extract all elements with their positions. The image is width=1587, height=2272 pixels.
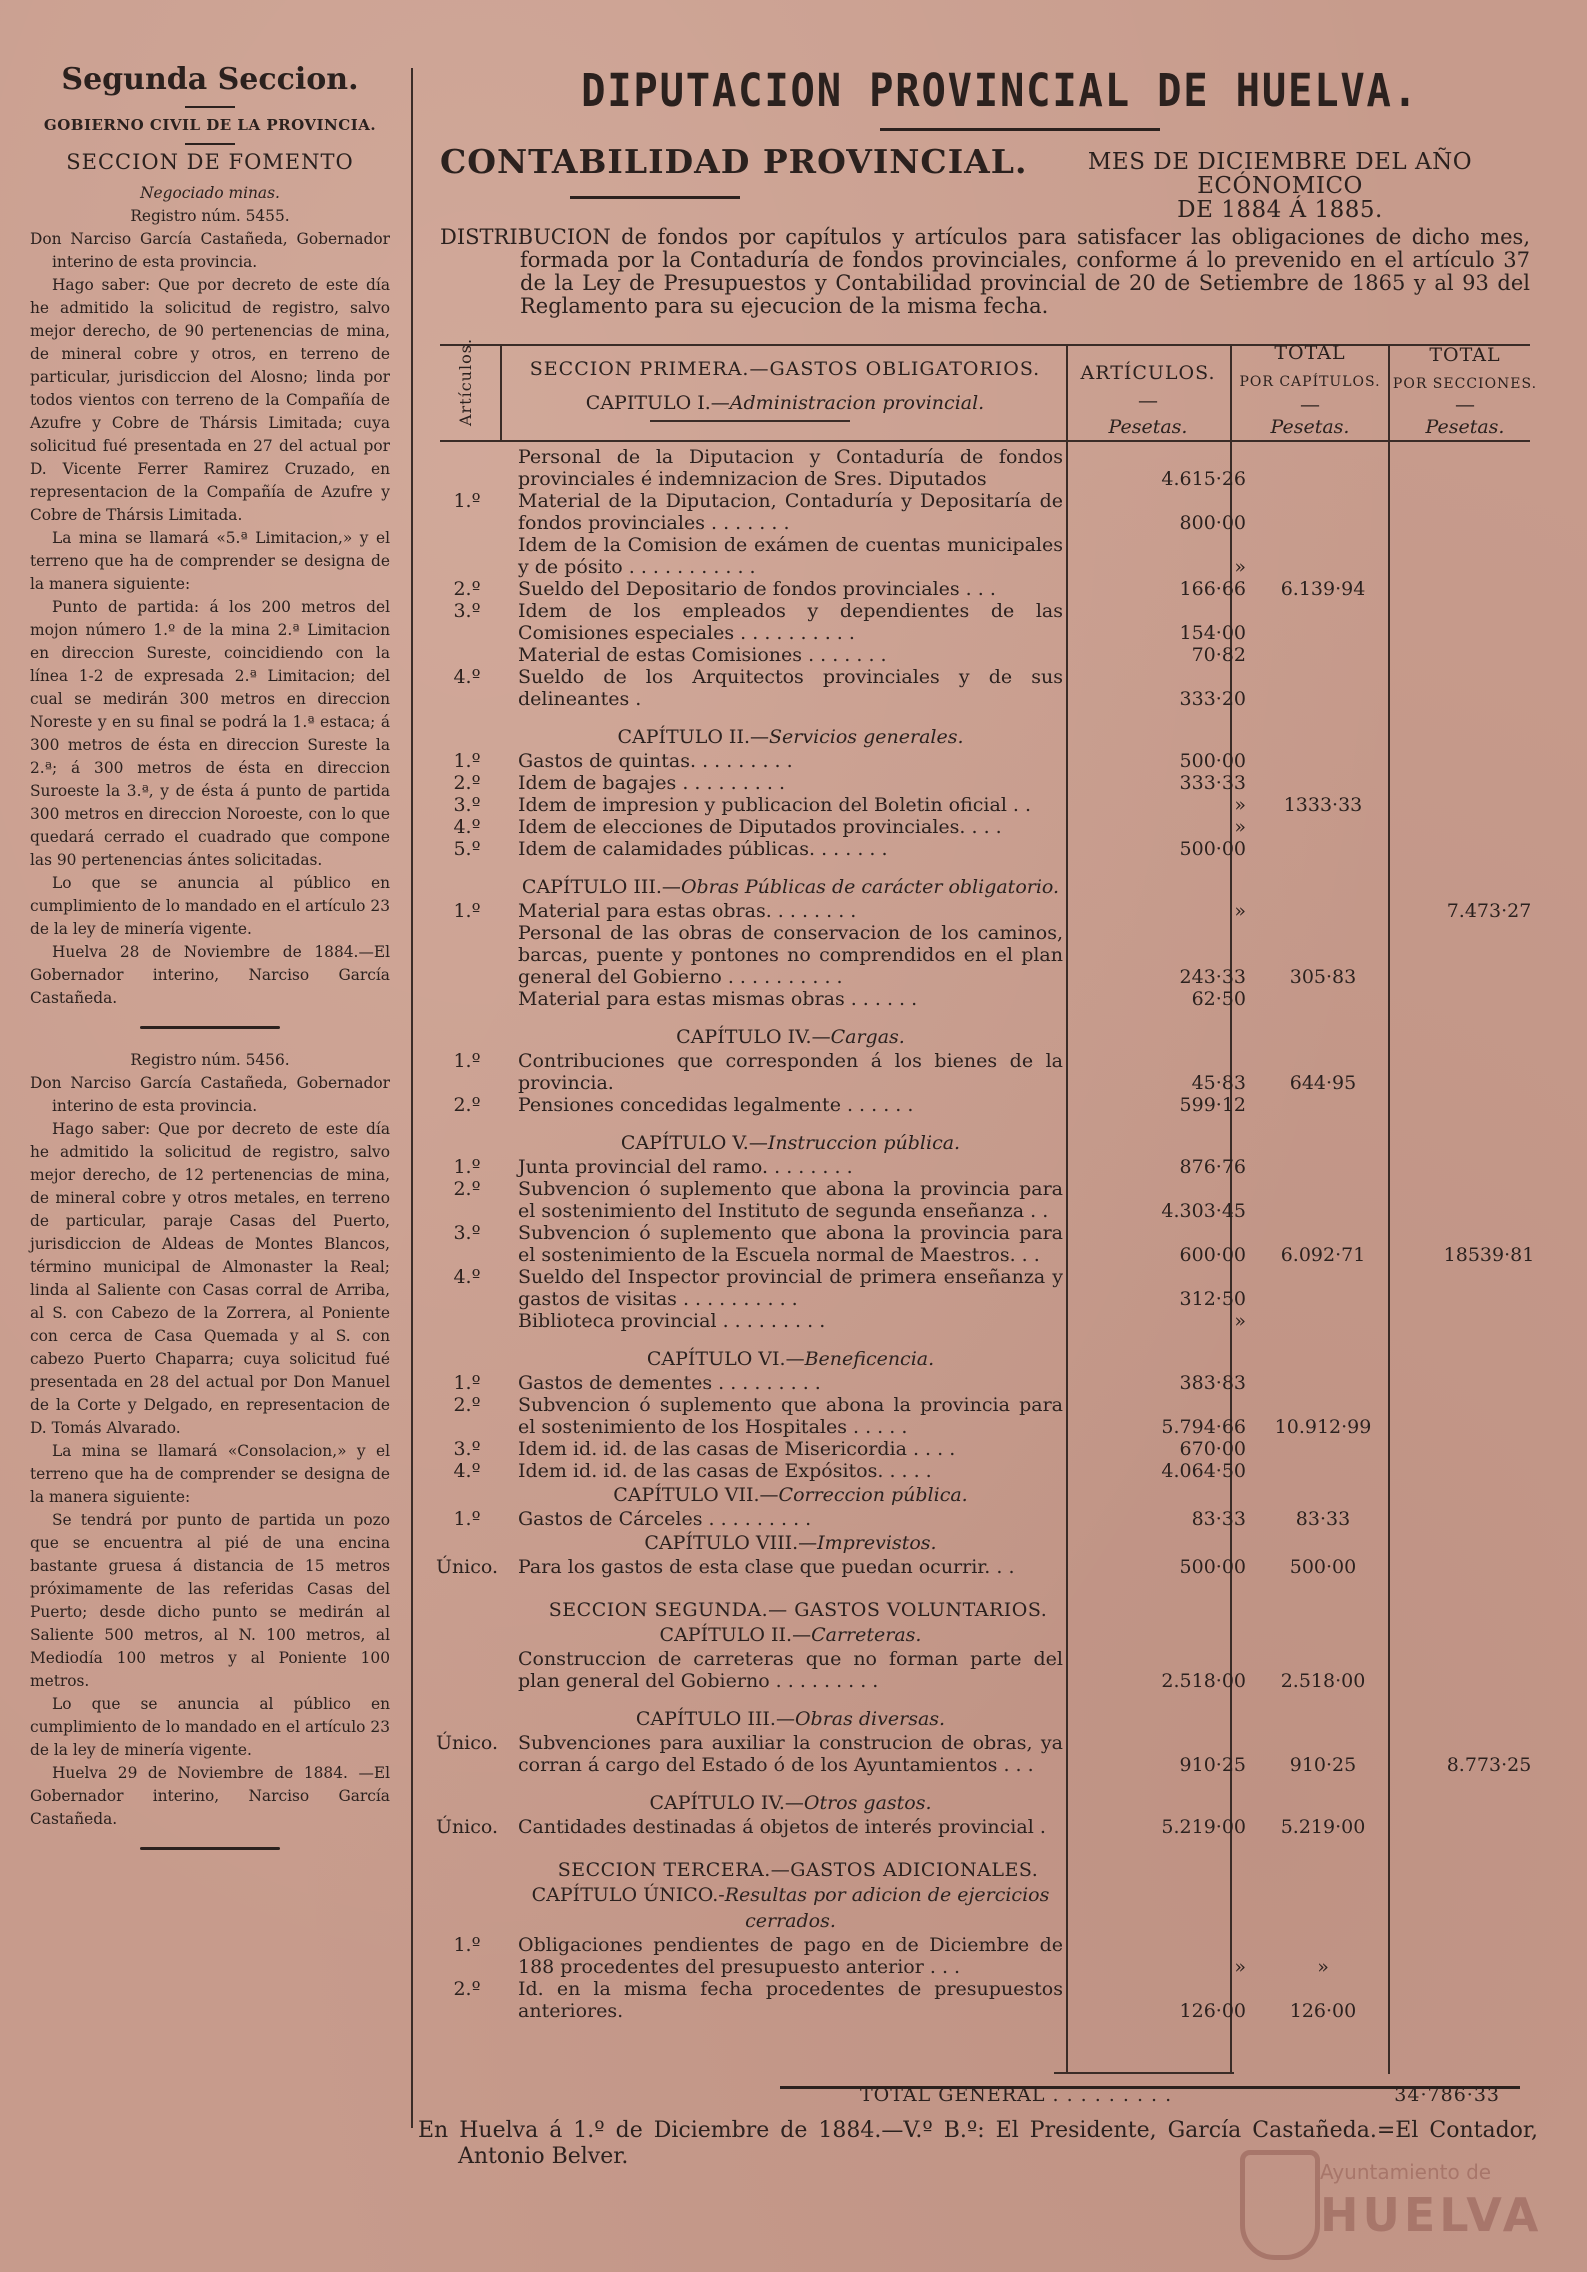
chapter-heading (518, 1622, 1063, 1648)
chapter-title: CAPÍTULO ÚNICO.- (531, 1884, 725, 1906)
contabilidad-heading: CONTABILIDAD PROVINCIAL. (440, 142, 1028, 181)
col-pesetas: Pesetas. (1270, 416, 1350, 438)
article-description: Gastos de dementes . . . . . . . . . (518, 1372, 821, 1394)
archive-watermark (1240, 2150, 1570, 2260)
table-row (430, 1178, 1580, 1222)
table-row (430, 534, 1580, 578)
article-description: Biblioteca provincial . . . . . . . . . (518, 1310, 826, 1332)
amount-articulo: » (1234, 900, 1246, 922)
table-header-rule (440, 440, 1530, 442)
article-description: Idem de elecciones de Diputados provinciales. . . . (518, 816, 1002, 838)
table-row (430, 1156, 1580, 1178)
month-heading (1010, 150, 1550, 222)
amount-articulo: 70·82 (1191, 644, 1246, 666)
total-value: 34·786·33 (1394, 2084, 1500, 2106)
chapter-title: CAPÍTULO II.— (617, 726, 769, 748)
article-number: 3.º (453, 600, 481, 622)
article-number: 1.º (453, 1934, 481, 1956)
chapter-subtitle: Carreteras. (811, 1624, 922, 1646)
article-number: 5.º (453, 838, 481, 860)
month-line: DE 1884 Á 1885. (1177, 197, 1383, 223)
article-description: Subvencion ó suplemento que abona la provincia para el sostenimiento de los Hospitales . . . . . (518, 1394, 1063, 1438)
col-articulos: ARTÍCULOS. (1080, 362, 1216, 384)
month-line: MES DE DICIEMBRE DEL AÑO ECÓNOMICO (1087, 149, 1473, 199)
article-description: Idem de los empleados y dependientes de las Comisiones especiales . . . . . . . . . . (518, 600, 1063, 644)
table-row (430, 490, 1580, 534)
section-heading: SECCION SEGUNDA.— GASTOS VOLUNTARIOS. (548, 1599, 1048, 1621)
article-description: Obligaciones pendientes de pago en de Diciembre de 188 procedentes del presupuesto anterior . . . (518, 1934, 1063, 1978)
chapter-heading (518, 1024, 1063, 1050)
amount-articulo: 910·25 (1179, 1754, 1246, 1776)
page-title: DIPUTACION PROVINCIAL DE HUELVA. (581, 64, 1419, 117)
footer-text: En Huelva á 1.º de Diciembre de 1884.—V.º B.º: El Presidente, García Castañeda.=El Contador, Antonio Belver. (418, 2118, 1538, 2169)
article-number: 3.º (453, 1222, 481, 1244)
negociado-label: Negociado minas. (140, 184, 280, 202)
article-number: 1.º (453, 900, 481, 922)
chapter-title: CAPÍTULO V.— (620, 1132, 768, 1154)
sum-rule (1054, 2072, 1234, 2074)
article-number: 1.º (453, 490, 481, 512)
chapter-subtitle: Imprevistos. (817, 1532, 937, 1554)
distribucion-paragraph (440, 226, 1530, 318)
coat-of-arms-icon (1240, 2150, 1320, 2260)
article-number: Único. (435, 1816, 499, 1838)
dash: — (1455, 392, 1475, 416)
table-row (430, 1508, 1580, 1530)
article-number: 2.º (453, 772, 481, 794)
article-description: Sueldo de los Arquitectos provinciales y de sus delineantes . (518, 666, 1063, 710)
article-number: 4.º (453, 816, 481, 838)
amount-articulo: 333·20 (1179, 688, 1246, 710)
chapter-subtitle: Servicios generales. (769, 726, 964, 748)
chapter-heading (518, 1130, 1063, 1156)
contabilidad-rule (570, 196, 740, 199)
chapter-subtitle: Obras Públicas de carácter obligatorio. (680, 876, 1060, 898)
chapter-title: CAPÍTULO VII.— (613, 1484, 779, 1506)
article-description: Subvencion ó suplemento que abona la provincia para el sostenimiento de la Escuela normal de Maestros. . . (518, 1222, 1063, 1266)
chapter-title: CAPÍTULO III.— (635, 1708, 795, 1730)
article-number: 3.º (453, 794, 481, 816)
chapter-title: CAPÍTULO VI.— (646, 1348, 805, 1370)
table-row (430, 1816, 1580, 1838)
amount-articulo: 500·00 (1179, 1556, 1246, 1578)
article-description: Personal de las obras de conservacion de los caminos, barcas, puente y pontones no comprendidos en el plan general del Gobierno . . . . . . . . . . (518, 922, 1063, 988)
amount-articulo: » (1234, 794, 1246, 816)
amount-articulo: 500·00 (1179, 838, 1246, 860)
registro-title: Registro núm. 5455. (130, 207, 290, 225)
article-description: Subvencion ó suplemento que abona la provincia para el sostenimiento del Instituto de segunda enseñanza . . (518, 1178, 1063, 1222)
amount-capitulo: 83·33 (1295, 1508, 1351, 1530)
article-number: 1.º (453, 1372, 481, 1394)
seccion-primera-heading: SECCION PRIMERA.—GASTOS OBLIGATORIOS. (529, 358, 1041, 380)
table-row (430, 1460, 1580, 1482)
article-description: Id. en la misma fecha procedentes de presupuestos anteriores. (518, 1978, 1063, 2022)
table-row (430, 838, 1580, 860)
table-row (430, 600, 1580, 644)
amount-capitulo: 910·25 (1289, 1754, 1357, 1776)
column-rule (500, 344, 502, 442)
article-description: Idem de calamidades públicas. . . . . . . (518, 838, 888, 860)
article-number: 1.º (453, 1156, 481, 1178)
amount-capitulo: 5.219·00 (1280, 1816, 1366, 1838)
amount-capitulo: 644·95 (1289, 1072, 1357, 1094)
amount-articulo: 45·83 (1191, 1072, 1246, 1094)
article-description: Personal de la Diputacion y Contaduría de fondos provinciales é indemnizacion de Sres. Diputados (518, 446, 1063, 490)
article-description: Gastos de quintas. . . . . . . . . (518, 750, 793, 772)
article-number: Único. (435, 1732, 499, 1754)
table-row (430, 1310, 1580, 1332)
amount-articulo: 62·50 (1191, 988, 1246, 1010)
paragraph: Don Narciso García Castañeda, Gobernador interino de esta provincia. (30, 230, 390, 271)
amount-articulo: 154·00 (1179, 622, 1246, 644)
table-row (430, 794, 1580, 816)
table-row (430, 1438, 1580, 1460)
article-number: 1.º (453, 750, 481, 772)
table-row (430, 1372, 1580, 1394)
signature-paragraph: Huelva 29 de Noviembre de 1884. —El Gobernador interino, Narciso García Castañeda. (30, 1764, 390, 1828)
title-rule (880, 128, 1160, 131)
col-pesetas: Pesetas. (1108, 416, 1188, 438)
paragraph: Se tendrá por punto de partida un pozo que se encuentra al pié de una encina bastante gruesa á distancia de 15 metros próximamente de las referidas Casas del Puerto; desde dicho punto se medirán al Saliente 500 metros, al N. 100 metros, al Mediodía 100 metros y al Poniente 100 metros. (30, 1511, 390, 1690)
articulos-vertical-label: Artículos. (456, 337, 475, 427)
amount-articulo: 670·00 (1179, 1438, 1246, 1460)
chapter-heading (518, 1346, 1063, 1372)
table-row (430, 1648, 1580, 1692)
chapter-heading (518, 1706, 1063, 1732)
amount-articulo: » (1234, 816, 1246, 838)
amount-articulo: 243·33 (1179, 966, 1246, 988)
paragraph: Lo que se anuncia al público en cumplimiento de lo mandado en el artículo 23 de la ley de minería vigente. (30, 874, 390, 938)
table-row (430, 988, 1580, 1010)
amount-articulo: 5.219·00 (1161, 1816, 1246, 1838)
amount-articulo: 126·00 (1179, 2000, 1246, 2022)
amount-articulo: 166·66 (1179, 578, 1246, 600)
dash: — (1300, 392, 1320, 416)
signature-paragraph: Huelva 28 de Noviembre de 1884.—El Gobernador interino, Narciso García Castañeda. (30, 943, 390, 1007)
distribucion-text: DISTRIBUCION de fondos por capítulos y artículos para satisfacer las obligaciones de dicho mes, formada por la Contaduría de fondos provinciales, conforme á lo prevenido en el artículo 37 de la Ley de Presupuestos y Contabilidad provincial de 20 de Setiembre de 1865 y al 93 del Reglamento para su ejecucion de la misma fecha. (440, 225, 1530, 318)
gobierno-heading: GOBIERNO CIVIL DE LA PROVINCIA. (43, 116, 377, 134)
chapter-heading (560, 392, 1010, 414)
chapter-title: CAPÍTULO VIII.— (644, 1532, 818, 1554)
column-rule (411, 68, 413, 2128)
col-por-capitulos: POR CAPÍTULOS. (1239, 374, 1381, 390)
watermark-line: Ayuntamiento de (1320, 2160, 1492, 2184)
registro-title: Registro núm. 5456. (130, 1051, 290, 1069)
article-number: 3.º (453, 1438, 481, 1460)
section-heading: SECCION TERCERA.—GASTOS ADICIONALES. (557, 1859, 1039, 1881)
table-row (430, 750, 1580, 772)
chapter-title: CAPÍTULO IV.— (649, 1792, 804, 1814)
article-description: Para los gastos de esta clase que puedan ocurrir. . . (518, 1556, 1015, 1578)
article-number: 1.º (453, 1050, 481, 1072)
article-description: Material de la Diputacion, Contaduría y Depositaría de fondos provinciales . . . . . . . (518, 490, 1063, 534)
table-row (430, 644, 1580, 666)
article-description: Subvenciones para auxiliar la construcion de obras, ya corran á cargo del Estado ó de los Ayuntamientos . . . (518, 1732, 1063, 1776)
amount-seccion: 18539·81 (1443, 1244, 1535, 1266)
paragraph: Punto de partida: á los 200 metros del mojon número 1.º de la mina 2.ª Limitacion en direccion Sureste, coincidiendo con la línea 1-2 de expresada 2.ª Limitacion; del cual se medirán 300 metros en direccion Noreste y en su final se podrá la 1.ª estaca; á 300 metros de ésta en direccion Sureste la 2.ª; á 300 metros de ésta en direccion Suroeste la 3.ª, y de ésta á punto de partida 300 metros en direccion Noroeste, con lo que quedará cerrado el cuadrado que compone las 90 pertenencias ántes solicitadas. (30, 598, 390, 869)
amount-articulo: 2.518·00 (1161, 1670, 1246, 1692)
article-number: 1.º (453, 1508, 481, 1530)
article-description: Idem de impresion y publicacion del Boletin oficial . . (518, 794, 1032, 816)
article-description: Sueldo del Depositario de fondos provinciales . . . (518, 578, 996, 600)
chapter-subtitle: Resultas por adicion de ejercicios cerrados. (724, 1884, 1050, 1932)
total-general-row (860, 2084, 1500, 2106)
article-description: Idem id. id. de las casas de Misericordia . . . . (518, 1438, 956, 1460)
article-number: 4.º (453, 1266, 481, 1288)
article-description: Idem de la Comision de exámen de cuentas municipales y de pósito . . . . . . . . . . . (518, 534, 1063, 578)
amount-articulo: 4.615·26 (1161, 468, 1246, 490)
article-description: Sueldo del Inspector provincial de primera enseñanza y gastos de visitas . . . . . . . . . . (518, 1266, 1063, 1310)
total-label: TOTAL GENERAL . . . . . . . . . (860, 2084, 1173, 2106)
table-row (430, 1556, 1580, 1578)
table-row (430, 1732, 1580, 1776)
article-description: Junta provincial del ramo. . . . . . . . (518, 1156, 853, 1178)
article-description: Material para estas obras. . . . . . . . (518, 900, 857, 922)
paragraph: La mina se llamará «Consolacion,» y el terreno que ha de comprender se designa de la manera siguiente: (30, 1442, 390, 1506)
left-column (30, 60, 390, 1870)
article-number: 4.º (453, 1460, 481, 1482)
chapter-heading (518, 874, 1063, 900)
amount-capitulo: 1333·33 (1283, 794, 1363, 816)
amount-articulo: 312·50 (1179, 1288, 1246, 1310)
paragraph: Lo que se anuncia al público en cumplimiento de lo mandado en el artículo 23 de la ley de minería vigente. (30, 1695, 390, 1759)
chapter-title: CAPÍTULO II.— (659, 1624, 812, 1646)
table-row (430, 666, 1580, 710)
chapter-rule (650, 420, 850, 422)
table-row (430, 900, 1580, 922)
col-total: TOTAL (1429, 344, 1501, 366)
chapter-subtitle: Obras diversas. (794, 1708, 946, 1730)
chapter-heading (518, 1790, 1063, 1816)
paragraph: La mina se llamará «5.ª Limitacion,» y el terreno que ha de comprender se designa de la manera siguiente: (30, 529, 390, 593)
article-description: Contribuciones que corresponden á los bienes de la provincia. (518, 1050, 1063, 1094)
chapter-title: CAPITULO I.— (585, 392, 730, 414)
amount-articulo: » (1234, 1956, 1246, 1978)
amount-articulo: 5.794·66 (1161, 1416, 1246, 1438)
budget-table-body (430, 446, 1580, 2022)
table-row (430, 772, 1580, 794)
table-row (430, 1978, 1580, 2022)
table-row (430, 1050, 1580, 1094)
divider (185, 143, 235, 145)
chapter-subtitle: Administracion provincial. (729, 392, 985, 414)
article-description: Construccion de carreteras que no forman parte del plan general del Gobierno . . . . . . . . . (518, 1648, 1063, 1692)
table-row (430, 1222, 1580, 1266)
amount-articulo: 599·12 (1179, 1094, 1246, 1116)
article-number: 2.º (453, 1178, 481, 1200)
table-row (430, 816, 1580, 838)
amount-capitulo: 305·83 (1289, 966, 1357, 988)
table-row (430, 578, 1580, 600)
article-number: 2.º (453, 1094, 481, 1116)
article-description: Material para estas mismas obras . . . . . . (518, 988, 918, 1010)
article-description: Gastos de Cárceles . . . . . . . . . (518, 1508, 812, 1530)
amount-capitulo: 500·00 (1289, 1556, 1357, 1578)
amount-articulo: 4.303·45 (1161, 1200, 1246, 1222)
paragraph: Hago saber: Que por decreto de este día he admitido la solicitud de registro, salvo mejor derecho, de 12 pertenencias de mina, de mineral cobre y otros metales, en terreno de particular, paraje Casas del Puerto, jurisdiccion de Aldeas de Montes Blancos, término municipal de Almonaster la Real; linda al Saliente con Casas corral de Arriba, al S. con Cabezo de la Zorrera, al Poniente con cerca de Casa Quemada y al S. con cabezo Puerto Chaparra; cuya solicitud fué presentada en 28 del actual por Don Manuel de la Corte y Delgado, en representacion de D. Tomás Alvarado. (30, 1120, 390, 1437)
amount-capitulo: » (1317, 1956, 1329, 1978)
amount-articulo: » (1234, 556, 1246, 578)
amount-articulo: 383·83 (1179, 1372, 1246, 1394)
article-description: Idem id. id. de las casas de Expósitos. . . . . (518, 1460, 932, 1482)
col-total: TOTAL (1274, 342, 1346, 364)
amount-articulo: 800·00 (1179, 512, 1246, 534)
amount-capitulo: 2.518·00 (1280, 1670, 1366, 1692)
amount-capitulo: 126·00 (1289, 2000, 1357, 2022)
chapter-heading (518, 1530, 1063, 1556)
chapter-subtitle: Instruccion pública. (767, 1132, 961, 1154)
table-row (430, 922, 1580, 988)
article-description: Pensiones concedidas legalmente . . . . . . (518, 1094, 914, 1116)
paragraph: Don Narciso García Castañeda, Gobernador interino de esta provincia. (30, 1074, 390, 1115)
chapter-subtitle: Beneficencia. (804, 1348, 935, 1370)
fomento-heading: SECCION DE FOMENTO (66, 150, 354, 174)
watermark-line: HUELVA (1320, 2188, 1543, 2242)
amount-capitulo: 6.092·71 (1280, 1244, 1366, 1266)
article-number: 4.º (453, 666, 481, 688)
col-pesetas: Pesetas. (1425, 416, 1505, 438)
amount-articulo: 4.064·50 (1161, 1460, 1246, 1482)
article-number: 2.º (453, 578, 481, 600)
amount-capitulo: 6.139·94 (1280, 578, 1366, 600)
amount-articulo: 876·76 (1179, 1156, 1246, 1178)
amount-articulo: » (1234, 1310, 1246, 1332)
article-description: Material de estas Comisiones . . . . . . . (518, 644, 887, 666)
chapter-subtitle: Correccion pública. (778, 1484, 968, 1506)
table-row (430, 1394, 1580, 1438)
amount-articulo: 600·00 (1179, 1244, 1246, 1266)
amount-seccion: 8.773·25 (1446, 1754, 1532, 1776)
amount-articulo: 83·33 (1191, 1508, 1246, 1530)
article-description: Cantidades destinadas á objetos de interés provincial . (518, 1816, 1046, 1838)
article-number: 2.º (453, 1394, 481, 1416)
article-number: 2.º (453, 1978, 481, 2000)
chapter-subtitle: Otros gastos. (803, 1792, 932, 1814)
table-row (430, 1934, 1580, 1978)
divider (140, 1847, 280, 1850)
amount-articulo: 333·33 (1179, 772, 1246, 794)
amount-articulo: 500·00 (1179, 750, 1246, 772)
table-row (430, 1094, 1580, 1116)
chapter-heading (518, 1482, 1063, 1508)
chapter-title: CAPÍTULO IV.— (676, 1026, 831, 1048)
chapter-subtitle: Cargas. (830, 1026, 905, 1048)
paragraph: Hago saber: Que por decreto de este día he admitido la solicitud de registro, salvo mejor derecho, de 90 pertenencias de mina, de mineral cobre y otros, en terreno de particular, jurisdiccion del Alosno; linda por todos vientos con terreno de la Compañía de Azufre y Cobre de Thársis Limitada; cuya solicitud fué presentada en 27 del actual por D. Vicente Ferrer Ramirez Cruzado, en representacion de la Compañía de Azufre y Cobre de Thársis Limitada. (30, 276, 390, 524)
table-row (430, 1266, 1580, 1310)
col-por-secciones: POR SECCIONES. (1392, 376, 1538, 392)
amount-capitulo: 10.912·99 (1274, 1416, 1372, 1438)
chapter-heading (518, 1882, 1063, 1934)
article-number: Único. (435, 1556, 499, 1578)
dash: — (1138, 388, 1158, 412)
section-title: Segunda Seccion. (61, 62, 359, 97)
divider (140, 1026, 280, 1029)
amount-seccion: 7.473·27 (1446, 900, 1532, 922)
chapter-title: CAPÍTULO III.— (521, 876, 681, 898)
article-description: Idem de bagajes . . . . . . . . . (518, 772, 785, 794)
table-row (430, 446, 1580, 490)
divider (185, 106, 235, 108)
chapter-heading (518, 724, 1063, 750)
